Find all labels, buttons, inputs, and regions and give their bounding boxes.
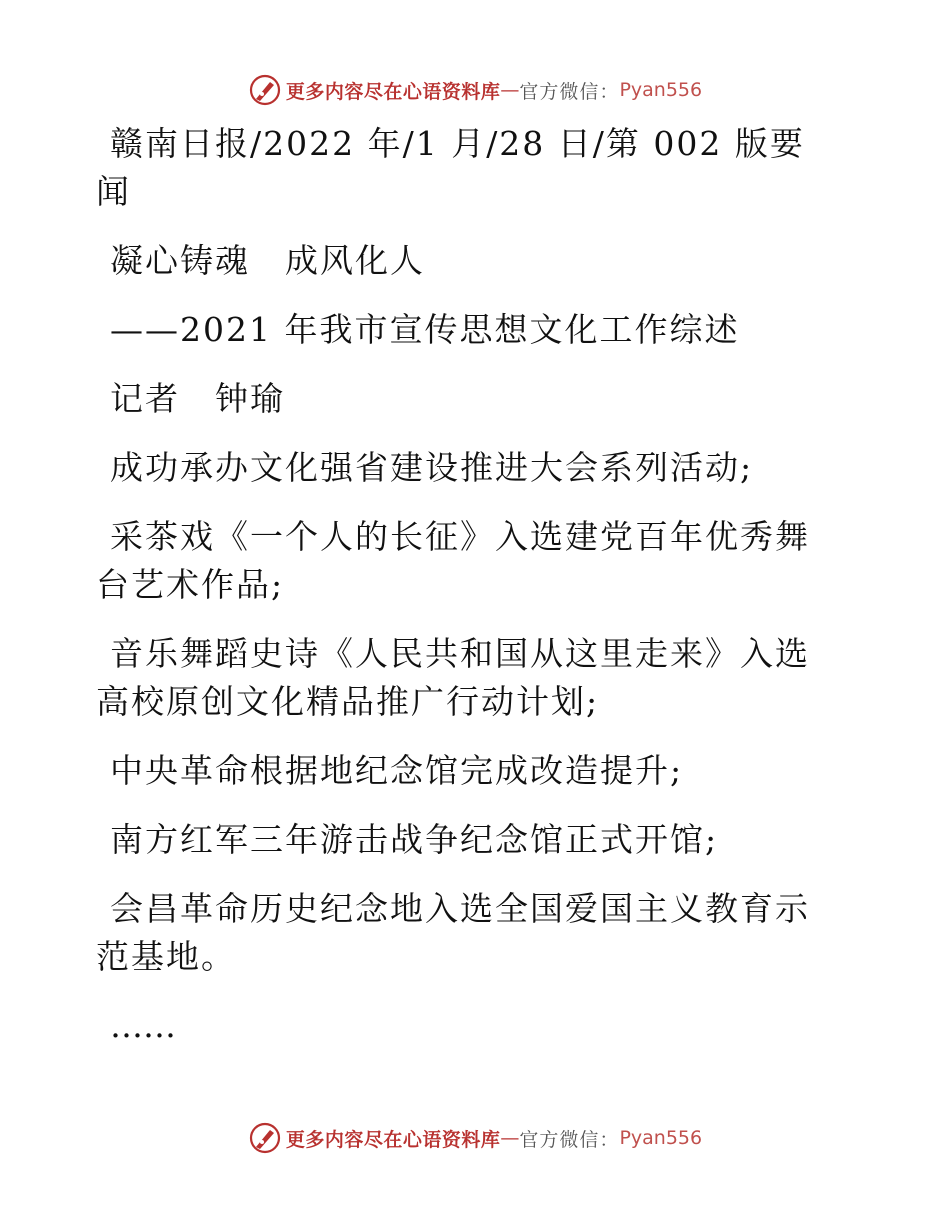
ellipsis: ……	[110, 1006, 176, 1045]
list-item: 会昌革命历史纪念地入选全国爱国主义教育示范基地。	[96, 889, 810, 976]
reporter-byline: 记者 钟瑜	[110, 379, 285, 418]
list-item: 中央革命根据地纪念馆完成改造提升;	[110, 751, 684, 790]
banner-wechat-label: 官方微信：	[519, 1128, 620, 1151]
article-title: 凝心铸魂 成风化人	[110, 241, 425, 280]
list-item: 采茶戏《一个人的长征》入选建党百年优秀舞台艺术作品;	[96, 517, 810, 604]
banner-dash: —	[500, 79, 520, 101]
banner-wechat-label: 官方微信：	[519, 80, 620, 103]
pen-nib-circle-icon	[248, 1121, 282, 1155]
footer-watermark-banner	[0, 1118, 950, 1158]
source-line: 赣南日报/2022 年/1 月/28 日/第 002 版要闻	[96, 124, 805, 211]
banner-site-name: 更多内容尽在心语资料库	[285, 1128, 501, 1151]
banner-wechat-account: Pyan556	[619, 1127, 703, 1149]
pen-nib-circle-icon	[248, 73, 282, 107]
article-subtitle: ——2021 年我市宣传思想文化工作综述	[110, 310, 740, 349]
list-item: 南方红军三年游击战争纪念馆正式开馆;	[110, 820, 719, 859]
header-watermark-banner	[0, 70, 950, 110]
article-body	[96, 120, 836, 1071]
list-item: 音乐舞蹈史诗《人民共和国从这里走来》入选高校原创文化精品推广行动计划;	[96, 634, 810, 721]
list-item: 成功承办文化强省建设推进大会系列活动;	[110, 448, 754, 487]
banner-site-name: 更多内容尽在心语资料库	[285, 80, 501, 103]
banner-wechat-account: Pyan556	[619, 79, 703, 101]
banner-dash: —	[500, 1127, 520, 1149]
